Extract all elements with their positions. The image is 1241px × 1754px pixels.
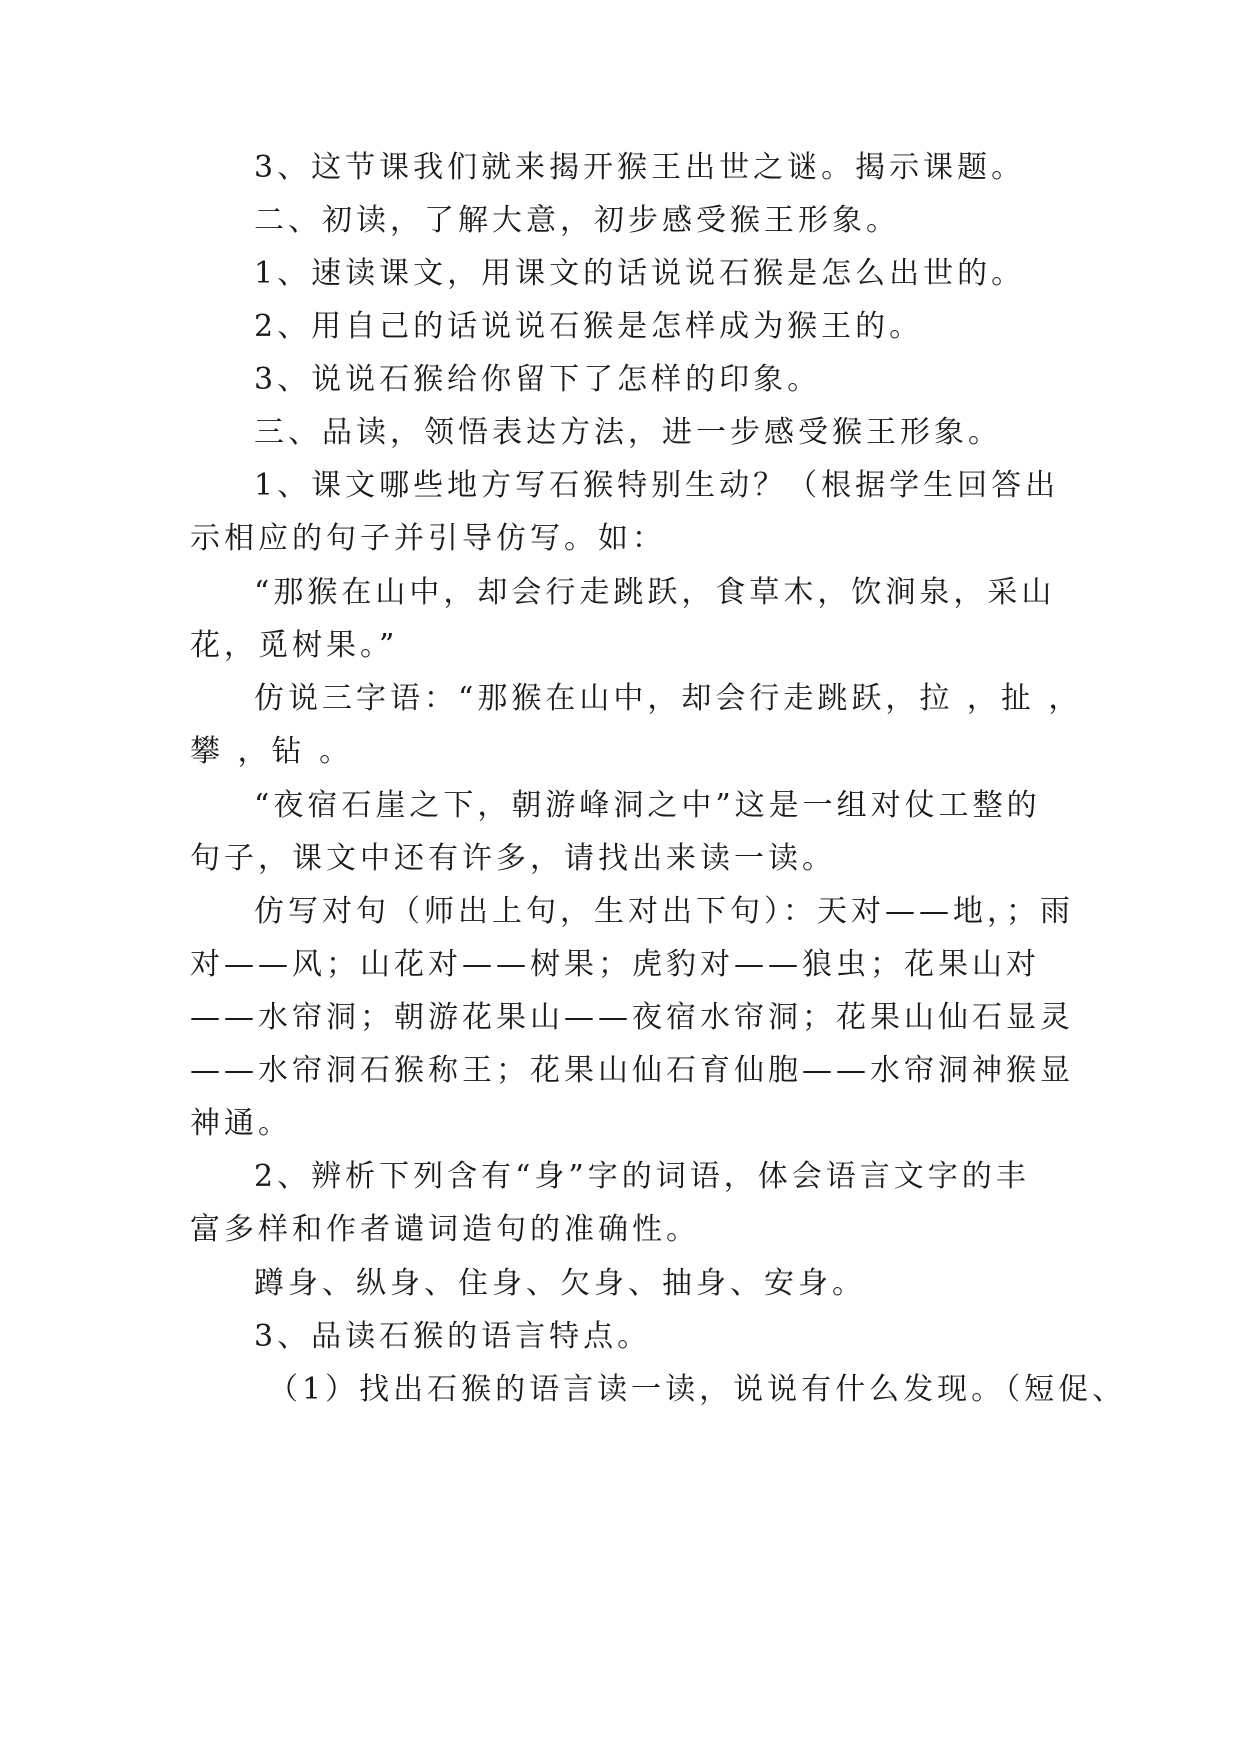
paragraph-line: 2、辨析下列含有“身”字的词语，体会语言文字的丰 [254, 1159, 1030, 1194]
paragraph-line: 对——风；山花对——树果；虎豹对——狼虫；花果山对 [190, 947, 1040, 982]
paragraph-line: 句子，课文中还有许多，请找出来读一读。 [190, 841, 836, 876]
paragraph-line: 1、课文哪些地方写石猴特别生动？（根据学生回答出 [254, 468, 1060, 503]
paragraph-line: 2、用自己的话说说石猴是怎样成为猴王的。 [254, 309, 924, 344]
paragraph-line: 富多样和作者谴词造句的准确性。 [190, 1212, 700, 1247]
paragraph-line: 仿说三字语：“那猴在山中，却会行走跳跃，拉 ，扯 ， [254, 681, 1083, 716]
paragraph-line: 蹲身、纵身、住身、欠身、抽身、安身。 [254, 1266, 866, 1301]
section-heading: 三、品读，领悟表达方法，进一步感受猴王形象。 [254, 415, 1002, 450]
quote-line: 花，觅树果。” [190, 628, 399, 663]
paragraph-line: （1）找出石猴的语言读一读，说说有什么发现。（短促、 [268, 1372, 1127, 1407]
paragraph-line: 3、说说石猴给你留下了怎样的印象。 [254, 362, 822, 397]
paragraph-line: 仿写对句（师出上句，生对出下句）：天对——地，；雨 [254, 894, 1074, 929]
paragraph-line: 3、品读石猴的语言特点。 [254, 1319, 652, 1354]
section-heading: 二、初读，了解大意，初步感受猴王形象。 [254, 203, 900, 238]
paragraph-line: 神通。 [190, 1106, 292, 1141]
paragraph-line: 3、这节课我们就来揭开猴王出世之谜。揭示课题。 [254, 150, 1026, 185]
paragraph-line: ——水帘洞石猴称王；花果山仙石育仙胞——水帘洞神猴显 [190, 1053, 1074, 1088]
quote-line: “那猴在山中，却会行走跳跃，食草木，饮涧泉，采山 [254, 575, 1056, 610]
paragraph-line: ——水帘洞；朝游花果山——夜宿水帘洞；花果山仙石显灵 [190, 1000, 1074, 1035]
paragraph-line: 示相应的句子并引导仿写。如： [190, 521, 666, 556]
paragraph-line: 1、速读课文，用课文的话说说石猴是怎么出世的。 [254, 256, 1026, 291]
paragraph-line: “夜宿石崖之下，朝游峰洞之中”这是一组对仗工整的 [254, 788, 1041, 823]
paragraph-line: 攀 ，钻 。 [190, 734, 354, 769]
